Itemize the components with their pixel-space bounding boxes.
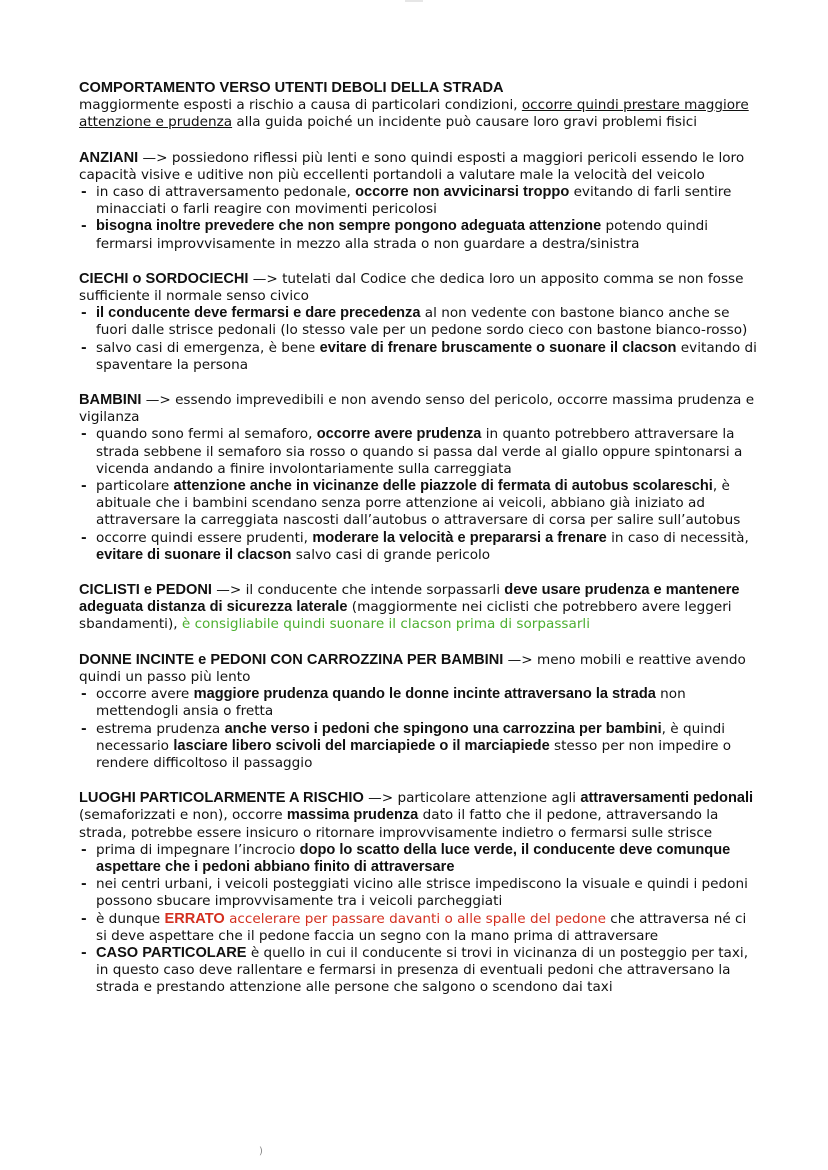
text-run: estrema prudenza bbox=[96, 720, 225, 737]
text-run: accelerare per passare davanti o alle spalle del pedone bbox=[224, 910, 606, 927]
text-run: , è abituale che i bambini scendano senza porre attenzione ai veicoli, abbiano già iniziato ad attraversare la carreggiata nascosti dall’autobus o attraversare di corsa per salire sull’autobus bbox=[96, 478, 741, 529]
section-title: LUOGHI PARTICOLARMENTE A RISCHIO bbox=[79, 790, 364, 807]
text-run: potendo quindi fermarsi improvvisamente in mezzo alla strada o non guardare a destra/sinistra bbox=[96, 218, 709, 252]
text-run: particolare bbox=[96, 478, 174, 495]
bullet-list bbox=[79, 842, 759, 997]
text-run: occorre avere prudenza bbox=[316, 426, 482, 443]
section-intro bbox=[79, 582, 759, 634]
text-run: che attraversa né ci si deve aspettare che il pedone faccia un segno con la mano prima di attraversare bbox=[96, 910, 747, 944]
text-run: maggiore prudenza quando le donne incinte attraversano la strada bbox=[193, 686, 656, 703]
list-item bbox=[79, 721, 759, 773]
text-run: evitare di suonare il clacson bbox=[96, 546, 292, 563]
footer-mark: ) bbox=[259, 1146, 263, 1157]
section bbox=[79, 652, 759, 772]
text-run: il conducente deve fermarsi e dare precedenza bbox=[96, 305, 421, 322]
section-title: DONNE INCINTE e PEDONI CON CARROZZINA PER BAMBINI bbox=[79, 651, 504, 668]
section-intro bbox=[79, 97, 759, 131]
list-item bbox=[79, 478, 759, 530]
list-item bbox=[79, 842, 759, 876]
section-intro bbox=[79, 392, 759, 426]
section bbox=[79, 150, 759, 253]
text-run: ERRATO bbox=[164, 910, 225, 927]
list-item bbox=[79, 184, 759, 218]
text-run: —> tutelati dal Codice che dedica loro un apposito comma se non fosse sufficiente il normale senso civico bbox=[79, 270, 744, 305]
section-intro bbox=[79, 150, 759, 184]
bullet-list bbox=[79, 686, 759, 772]
section-intro bbox=[79, 790, 759, 842]
list-item bbox=[79, 218, 759, 252]
section-intro bbox=[79, 652, 759, 686]
list-item bbox=[79, 911, 759, 945]
text-run: moderare la velocità e prepararsi a frenare bbox=[312, 529, 607, 546]
text-run: salvo casi di emergenza, è bene bbox=[96, 339, 320, 356]
section bbox=[79, 582, 759, 634]
text-run: —> meno mobili e reattive avendo quindi un passo più lento bbox=[79, 651, 746, 685]
section-intro bbox=[79, 271, 759, 305]
text-run: è consigliabile quindi suonare il clacson prima di sorpassarli bbox=[181, 616, 590, 633]
section bbox=[79, 392, 759, 564]
text-run: non mettendogli ansia o fretta bbox=[96, 686, 686, 720]
text-run: occorre quindi prestare maggiore attenzione e prudenza bbox=[79, 97, 749, 131]
section bbox=[79, 80, 759, 132]
text-run: al non vedente con bastone bianco anche se fuori dalle strisce pedonali (lo stesso vale per un pedone sordo cieco con bastone bianco-rosso) bbox=[96, 305, 748, 339]
text-run: occorre avere bbox=[96, 686, 194, 703]
text-run: evitando di spaventare la persona bbox=[96, 339, 757, 373]
text-run: salvo casi di grande pericolo bbox=[291, 546, 491, 563]
text-run: anche verso i pedoni che spingono una carrozzina per bambini bbox=[224, 720, 662, 737]
text-run: dopo lo scatto della luce verde, il conducente deve comunque aspettare che i pedoni abbiano finito di attraversare bbox=[96, 841, 731, 875]
text-run: attenzione anche in vicinanze delle piazzole di fermata di autobus scolareschi bbox=[173, 478, 713, 495]
scan-mark-top bbox=[405, 0, 423, 2]
list-item bbox=[79, 945, 759, 997]
text-run: alla guida poiché un incidente può causare loro gravi problemi fisici bbox=[232, 114, 697, 131]
list-item bbox=[79, 876, 759, 910]
text-run: in caso di attraversamento pedonale, bbox=[96, 184, 356, 201]
text-run: , è quindi necessario bbox=[96, 720, 726, 754]
text-run: —> il conducente che intende sorpassarli bbox=[211, 582, 505, 599]
text-run: prima di impegnare l’incrocio bbox=[96, 841, 300, 858]
text-run: —> possiedono riflessi più lenti e sono quindi esposti a maggiori pericoli essendo le loro capacità visive e uditive non più eccellenti portandoli a valutare male la velocità del veicolo bbox=[79, 149, 745, 183]
text-run: —> essendo imprevedibili e non avendo senso del pericolo, occorre massima prudenza e vigilanza bbox=[79, 392, 755, 426]
text-run: (maggiormente nei ciclisti che potrebbero avere leggeri sbandamenti), bbox=[79, 599, 732, 633]
section-title: COMPORTAMENTO VERSO UTENTI DEBOLI DELLA STRADA bbox=[79, 80, 504, 96]
text-run: stesso per non impedire o rendere difficoltoso il passaggio bbox=[96, 737, 732, 771]
text-run: lasciare libero scivoli del marciapiede o il marciapiede bbox=[173, 737, 550, 754]
text-run: è dunque bbox=[96, 910, 165, 927]
section-title: CIECHI o SORDOCIECHI bbox=[79, 270, 249, 287]
text-run: attraversamenti pedonali bbox=[580, 790, 754, 807]
text-run: evitando di farli sentire minacciati o farli reagire con movimenti pericolosi bbox=[96, 184, 732, 218]
text-run: in caso di necessità, bbox=[606, 529, 749, 546]
bullet-list bbox=[79, 426, 759, 564]
text-run: CASO PARTICOLARE bbox=[96, 944, 247, 961]
list-item bbox=[79, 686, 759, 720]
text-run: occorre quindi essere prudenti, bbox=[96, 529, 313, 546]
section bbox=[79, 790, 759, 996]
section-title: ANZIANI bbox=[79, 149, 139, 166]
text-run: bisogna inoltre prevedere che non sempre pongono adeguata attenzione bbox=[96, 218, 602, 235]
text-run: evitare di frenare bruscamente o suonare il clacson bbox=[319, 339, 677, 356]
text-run: deve usare prudenza e mantenere adeguata distanza di sicurezza laterale bbox=[79, 582, 740, 616]
list-item bbox=[79, 530, 759, 564]
text-run: dato il fatto che il pedone, attraversando la strada, potrebbe essere insicuro o ritornare improvvisamente indietro o fermarsi sulle strisce bbox=[79, 807, 719, 841]
document-page bbox=[79, 80, 759, 1015]
text-run: (semaforizzati e non), occorre bbox=[79, 807, 287, 824]
list-item bbox=[79, 426, 759, 478]
bullet-list bbox=[79, 305, 759, 374]
section bbox=[79, 271, 759, 374]
text-run: maggiormente esposti a rischio a causa di particolari condizioni, bbox=[79, 97, 522, 114]
section-title: CICLISTI e PEDONI bbox=[79, 582, 212, 599]
text-run: è quello in cui il conducente si trovi in vicinanza di un posteggio per taxi, in questo caso deve rallentare e fermarsi in presenza di eventuali pedoni che attraversano la strada e prestando attenzione alle persone che salgono o scendono dai taxi bbox=[96, 944, 749, 996]
text-run: nei centri urbani, i veicoli posteggiati vicino alle strisce impediscono la visuale e quindi i pedoni possono sbucare improvvisamente tra i veicoli parcheggiati bbox=[96, 876, 748, 910]
bullet-list bbox=[79, 184, 759, 253]
text-run: quando sono fermi al semaforo, bbox=[96, 426, 317, 443]
text-run: massima prudenza bbox=[286, 807, 419, 824]
text-run: occorre non avvicinarsi troppo bbox=[355, 184, 570, 201]
list-item bbox=[79, 305, 759, 339]
text-run: in quanto potrebbero attraversare la strada sebbene il semaforo sia rosso o quando si passa dal verde al giallo oppure spintonarsi a vicenda andando a finire involontariamente sulla carreggiata bbox=[96, 426, 743, 477]
list-item bbox=[79, 340, 759, 374]
text-run: —> particolare attenzione agli bbox=[363, 790, 581, 807]
section-title: BAMBINI bbox=[79, 392, 142, 409]
